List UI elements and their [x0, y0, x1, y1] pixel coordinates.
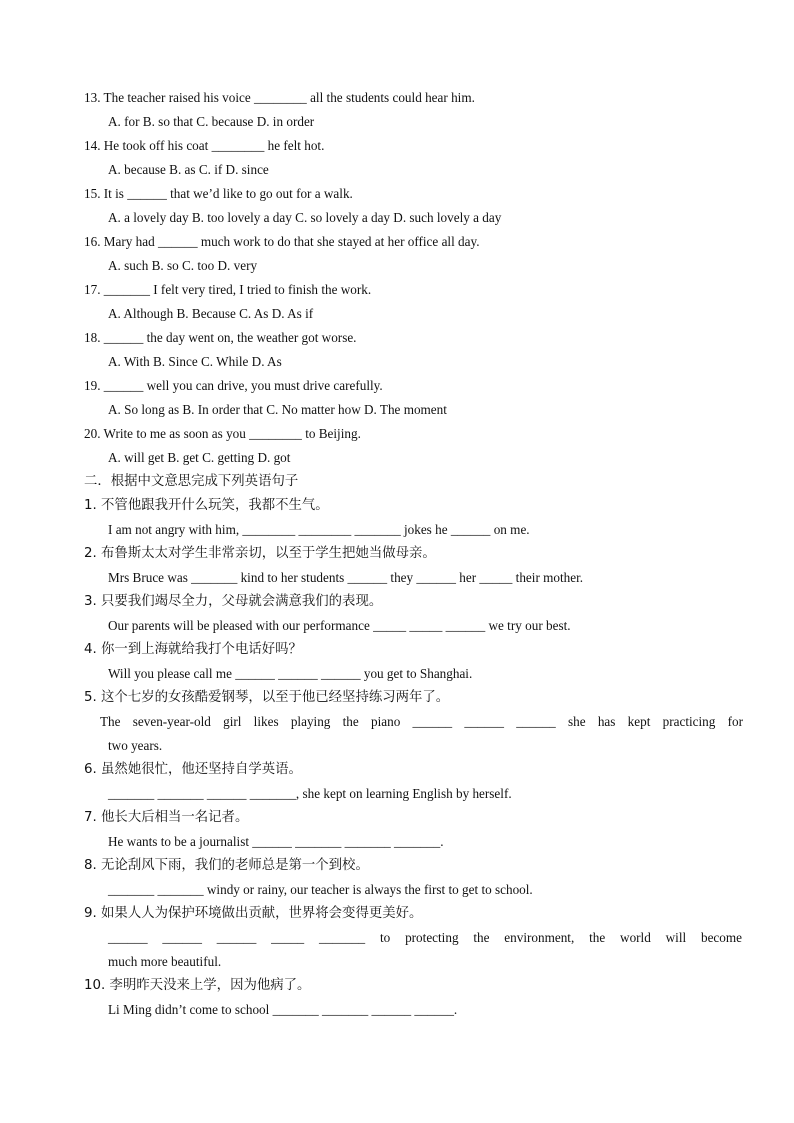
sentence-4-chinese: 4. 你一到上海就给我打个电话好吗？	[84, 642, 302, 657]
question-18-stem: 18. ______ the day went on, the weather got worse.	[84, 330, 357, 345]
sentence-10-english: Li Ming didn’t come to school _______ _______ ______ ______.	[108, 1002, 458, 1017]
sentence-9-english-line-2: much more beautiful.	[108, 954, 222, 969]
sentence-3-chinese: 3. 只要我们竭尽全力，父母就会满意我们的表现。	[84, 594, 383, 609]
question-17-stem: 17. _______ I felt very tired, I tried to finish the work.	[84, 282, 372, 297]
sentence-2-chinese: 2. 布鲁斯太太对学生非常亲切，以至于学生把她当做母亲。	[84, 546, 436, 561]
question-16-stem: 16. Mary had ______ much work to do that she stayed at her office all day.	[84, 234, 480, 249]
sentence-8-chinese: 8. 无论刮风下雨，我们的老师总是第一个到校。	[84, 858, 369, 873]
question-16-options: A. such B. so C. too D. very	[108, 258, 258, 273]
sentence-5-chinese: 5. 这个七岁的女孩酷爱钢琴，以至于他已经坚持练习两年了。	[84, 690, 450, 705]
sentence-1-english: I am not angry with him, ________ ________ _______ jokes he ______ on me.	[108, 522, 530, 537]
question-13-options: A. for B. so that C. because D. in order	[108, 114, 315, 129]
question-15-options: A. a lovely day B. too lovely a day C. so lovely a day D. such lovely a day	[108, 210, 502, 225]
sentence-8-english: _______ _______ windy or rainy, our teacher is always the first to get to school.	[108, 882, 533, 897]
question-18-options: A. With B. Since C. While D. As	[108, 354, 282, 369]
sentence-7-english: He wants to be a journalist ______ _______ _______ _______.	[108, 834, 444, 849]
sentence-7-chinese: 7. 他长大后相当一名记者。	[84, 810, 249, 825]
sentence-4-english: Will you please call me ______ ______ ______ you get to Shanghai.	[108, 666, 473, 681]
question-15-stem: 15. It is ______ that we’d like to go out for a walk.	[84, 186, 353, 201]
sentence-6-english: _______ _______ ______ _______, she kept on learning English by herself.	[108, 786, 512, 801]
question-13-stem: 13. The teacher raised his voice ________ all the students could hear him.	[84, 90, 475, 105]
question-19-stem: 19. ______ well you can drive, you must drive carefully.	[84, 378, 383, 393]
sentence-6-chinese: 6. 虽然她很忙，他还坚持自学英语。	[84, 762, 302, 777]
sentence-1-chinese: 1. 不管他跟我开什么玩笑，我都不生气。	[84, 498, 329, 513]
section-2-heading: 二．根据中文意思完成下列英语句子	[84, 474, 299, 489]
question-14-stem: 14. He took off his coat ________ he felt hot.	[84, 138, 325, 153]
question-20-stem: 20. Write to me as soon as you ________ to Beijing.	[84, 426, 361, 441]
question-14-options: A. because B. as C. if D. since	[108, 162, 269, 177]
sentence-2-english: Mrs Bruce was _______ kind to her students ______ they ______ her _____ their mother.	[108, 570, 584, 585]
question-19-options: A. So long as B. In order that C. No matter how D. The moment	[108, 402, 447, 417]
sentence-5-english-line-1: The seven-year-old girl likes playing the piano ______ ______ ______ she has kept practicing for	[100, 714, 743, 729]
sentence-5-english-line-2: two years.	[108, 738, 163, 753]
question-20-options: A. will get B. get C. getting D. got	[108, 450, 291, 465]
sentence-9-chinese: 9. 如果人人为保护环境做出贡献，世界将会变得更美好。	[84, 906, 423, 921]
question-17-options: A. Although B. Because C. As D. As if	[108, 306, 314, 321]
sentence-10-chinese: 10. 李明昨天没来上学，因为他病了。	[84, 978, 311, 993]
sentence-3-english: Our parents will be pleased with our performance _____ _____ ______ we try our best.	[108, 618, 571, 633]
sentence-9-english-line-1: ______ ______ ______ _____ _______ to protecting the environment, the world will become	[108, 930, 742, 945]
